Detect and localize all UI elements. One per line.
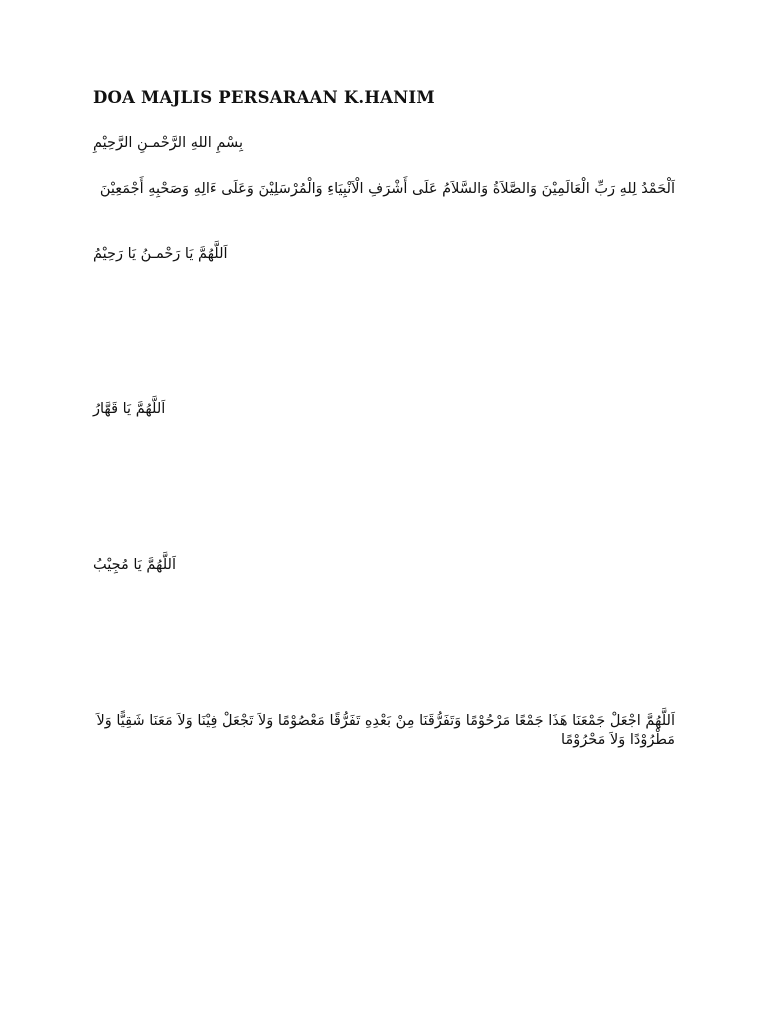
paragraph-opening-praise: اَلْحَمْدُ لِلهِ رَبِّ الْعَالَمِيْنَ وَالصَّلاَةُ وَالسَّلاَمُ عَلَى أَشْرَفِ الْاَنْبِيَاءِ وَالْمُرْسَلِيْنَ وَعَلَى ءَالِهِ وَصَحْبِهِ أَجْمَعِيْنَ [99,181,675,197]
paragraph-basmalah: بِسْمِ اللهِ الرَّحْمـنِ الرَّحِيْمِ [93,135,243,151]
paragraph-closing-prayer: اَللَّهُمَّ اجْعَلْ جَمْعَنَا هَذَا جَمْعًا مَرْحُوْمًا وَتَفَرُّقَنَا مِنْ بَعْدِهِ تَفَرُّقًا مَعْصُوْمًا وَلاَ تَجْعَلْ فِيْنَا وَلاَ مَعَنَا شَقِيًّا وَلاَ مَطْرُوْدًا وَلاَ مَحْرُوْمًا [96,713,675,748]
paragraph-invocation-rahman: اَللَّهُمَّ يَا رَحْمـنُ يَا رَحِيْمُ [93,246,228,262]
paragraph-invocation-mujib: اَللَّهُمَّ يَا مُجِيْبُ [93,557,176,573]
document-title: DOA MAJLIS PERSARAAN K.HANIM [93,88,435,107]
paragraph-invocation-qahhar: اَللَّهُمَّ يَا قَهَّارُ [93,401,166,417]
